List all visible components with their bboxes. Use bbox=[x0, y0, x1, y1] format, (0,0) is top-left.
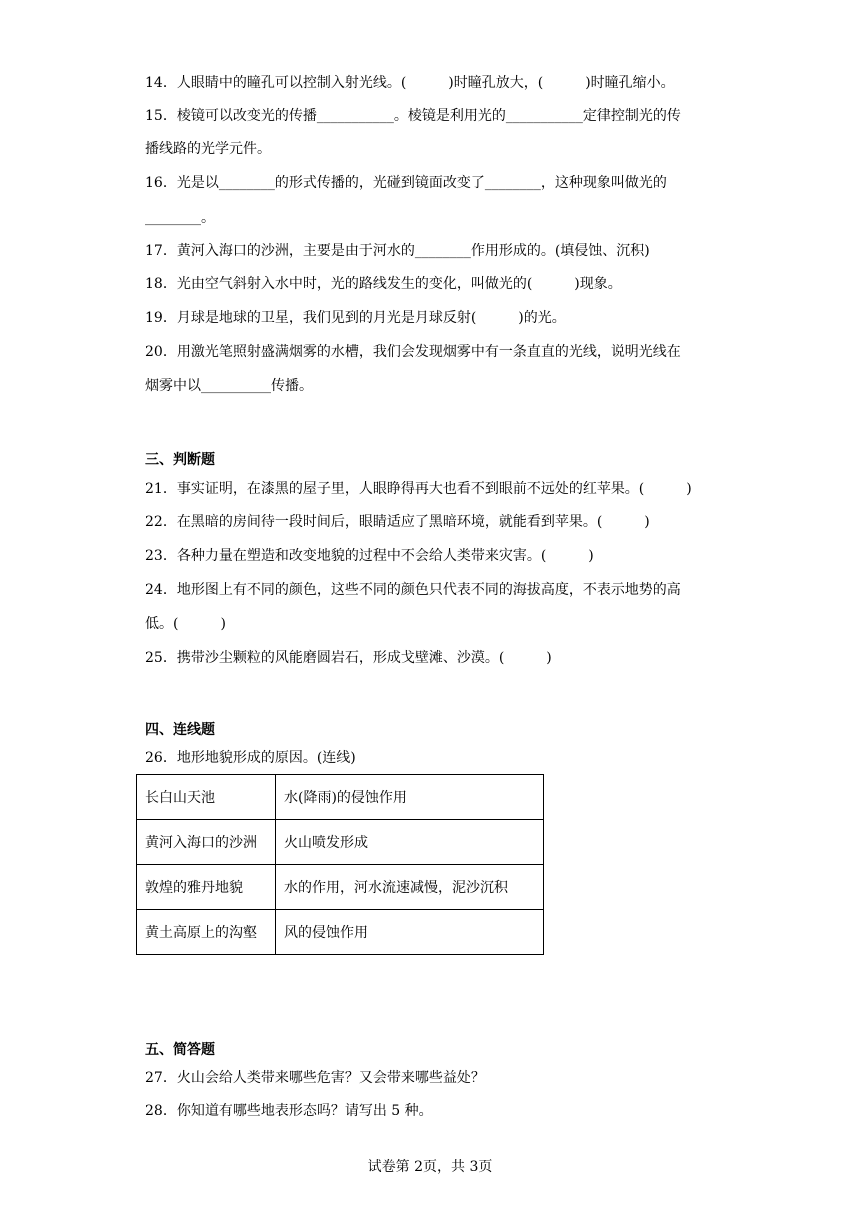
section-title-short-answer: 五、简答题 bbox=[145, 1042, 215, 1058]
question-15-cont: 播线路的光学元件。 bbox=[145, 141, 271, 157]
question-25: 25．携带沙尘颗粒的风能磨圆岩石，形成戈壁滩、沙漠。( ) bbox=[145, 650, 552, 666]
table-row bbox=[137, 910, 544, 955]
question-18: 18．光由空气斜射入水中时，光的路线发生的变化，叫做光的( )现象。 bbox=[145, 276, 622, 292]
question-28: 28．你知道有哪些地表形态吗？请写出 5 种。 bbox=[145, 1103, 433, 1119]
question-15: 15．棱镜可以改变光的传播___________。棱镜是利用光的___________定律控制光的传 bbox=[145, 108, 681, 124]
table-cell-cause: 风的侵蚀作用 bbox=[276, 910, 544, 955]
question-17: 17．黄河入海口的沙洲，主要是由于河水的________作用形成的。(填侵蚀、沉积) bbox=[145, 243, 650, 259]
question-24: 24．地形图上有不同的颜色，这些不同的颜色只代表不同的海拔高度，不表示地势的高 bbox=[145, 582, 681, 598]
table-row bbox=[137, 775, 544, 820]
table-cell-landform: 黄河入海口的沙洲 bbox=[137, 820, 276, 865]
section-title-judgement: 三、判断题 bbox=[145, 452, 215, 468]
table-cell-landform: 敦煌的雅丹地貌 bbox=[137, 865, 276, 910]
question-19: 19．月球是地球的卫星，我们见到的月光是月球反射( )的光。 bbox=[145, 310, 566, 326]
question-23: 23．各种力量在塑造和改变地貌的过程中不会给人类带来灾害。( ) bbox=[145, 548, 594, 564]
page-footer: 试卷第 2页，共 3页 bbox=[367, 1159, 493, 1175]
question-16: 16．光是以________的形式传播的，光碰到镜面改变了________，这种现象叫做光的 bbox=[145, 175, 667, 191]
question-20: 20．用激光笔照射盛满烟雾的水槽，我们会发现烟雾中有一条直直的光线，说明光线在 bbox=[145, 344, 681, 360]
question-22: 22．在黑暗的房间待一段时间后，眼睛适应了黑暗环境，就能看到苹果。( ) bbox=[145, 514, 650, 530]
question-20-cont: 烟雾中以__________传播。 bbox=[145, 378, 313, 394]
section-title-matching: 四、连线题 bbox=[145, 722, 215, 738]
table-cell-cause: 火山喷发形成 bbox=[276, 820, 544, 865]
matching-table bbox=[136, 774, 544, 955]
table-cell-cause: 水的作用，河水流速减慢，泥沙沉积 bbox=[276, 865, 544, 910]
question-24-cont: 低。( ) bbox=[145, 616, 226, 632]
table-row bbox=[137, 865, 544, 910]
table-cell-landform: 黄土高原上的沟壑 bbox=[137, 910, 276, 955]
question-14: 14．人眼睛中的瞳孔可以控制入射光线。( )时瞳孔放大，( )时瞳孔缩小。 bbox=[145, 75, 675, 91]
table-cell-landform: 长白山天池 bbox=[137, 775, 276, 820]
question-26: 26．地形地貌形成的原因。(连线) bbox=[145, 750, 356, 766]
question-16-cont: ________。 bbox=[145, 210, 215, 226]
question-21: 21．事实证明，在漆黑的屋子里，人眼睁得再大也看不到眼前不远处的红苹果。( ) bbox=[145, 481, 692, 497]
table-row bbox=[137, 820, 544, 865]
table-cell-cause: 水(降雨)的侵蚀作用 bbox=[276, 775, 544, 820]
question-27: 27．火山会给人类带来哪些危害？又会带来哪些益处？ bbox=[145, 1070, 485, 1086]
